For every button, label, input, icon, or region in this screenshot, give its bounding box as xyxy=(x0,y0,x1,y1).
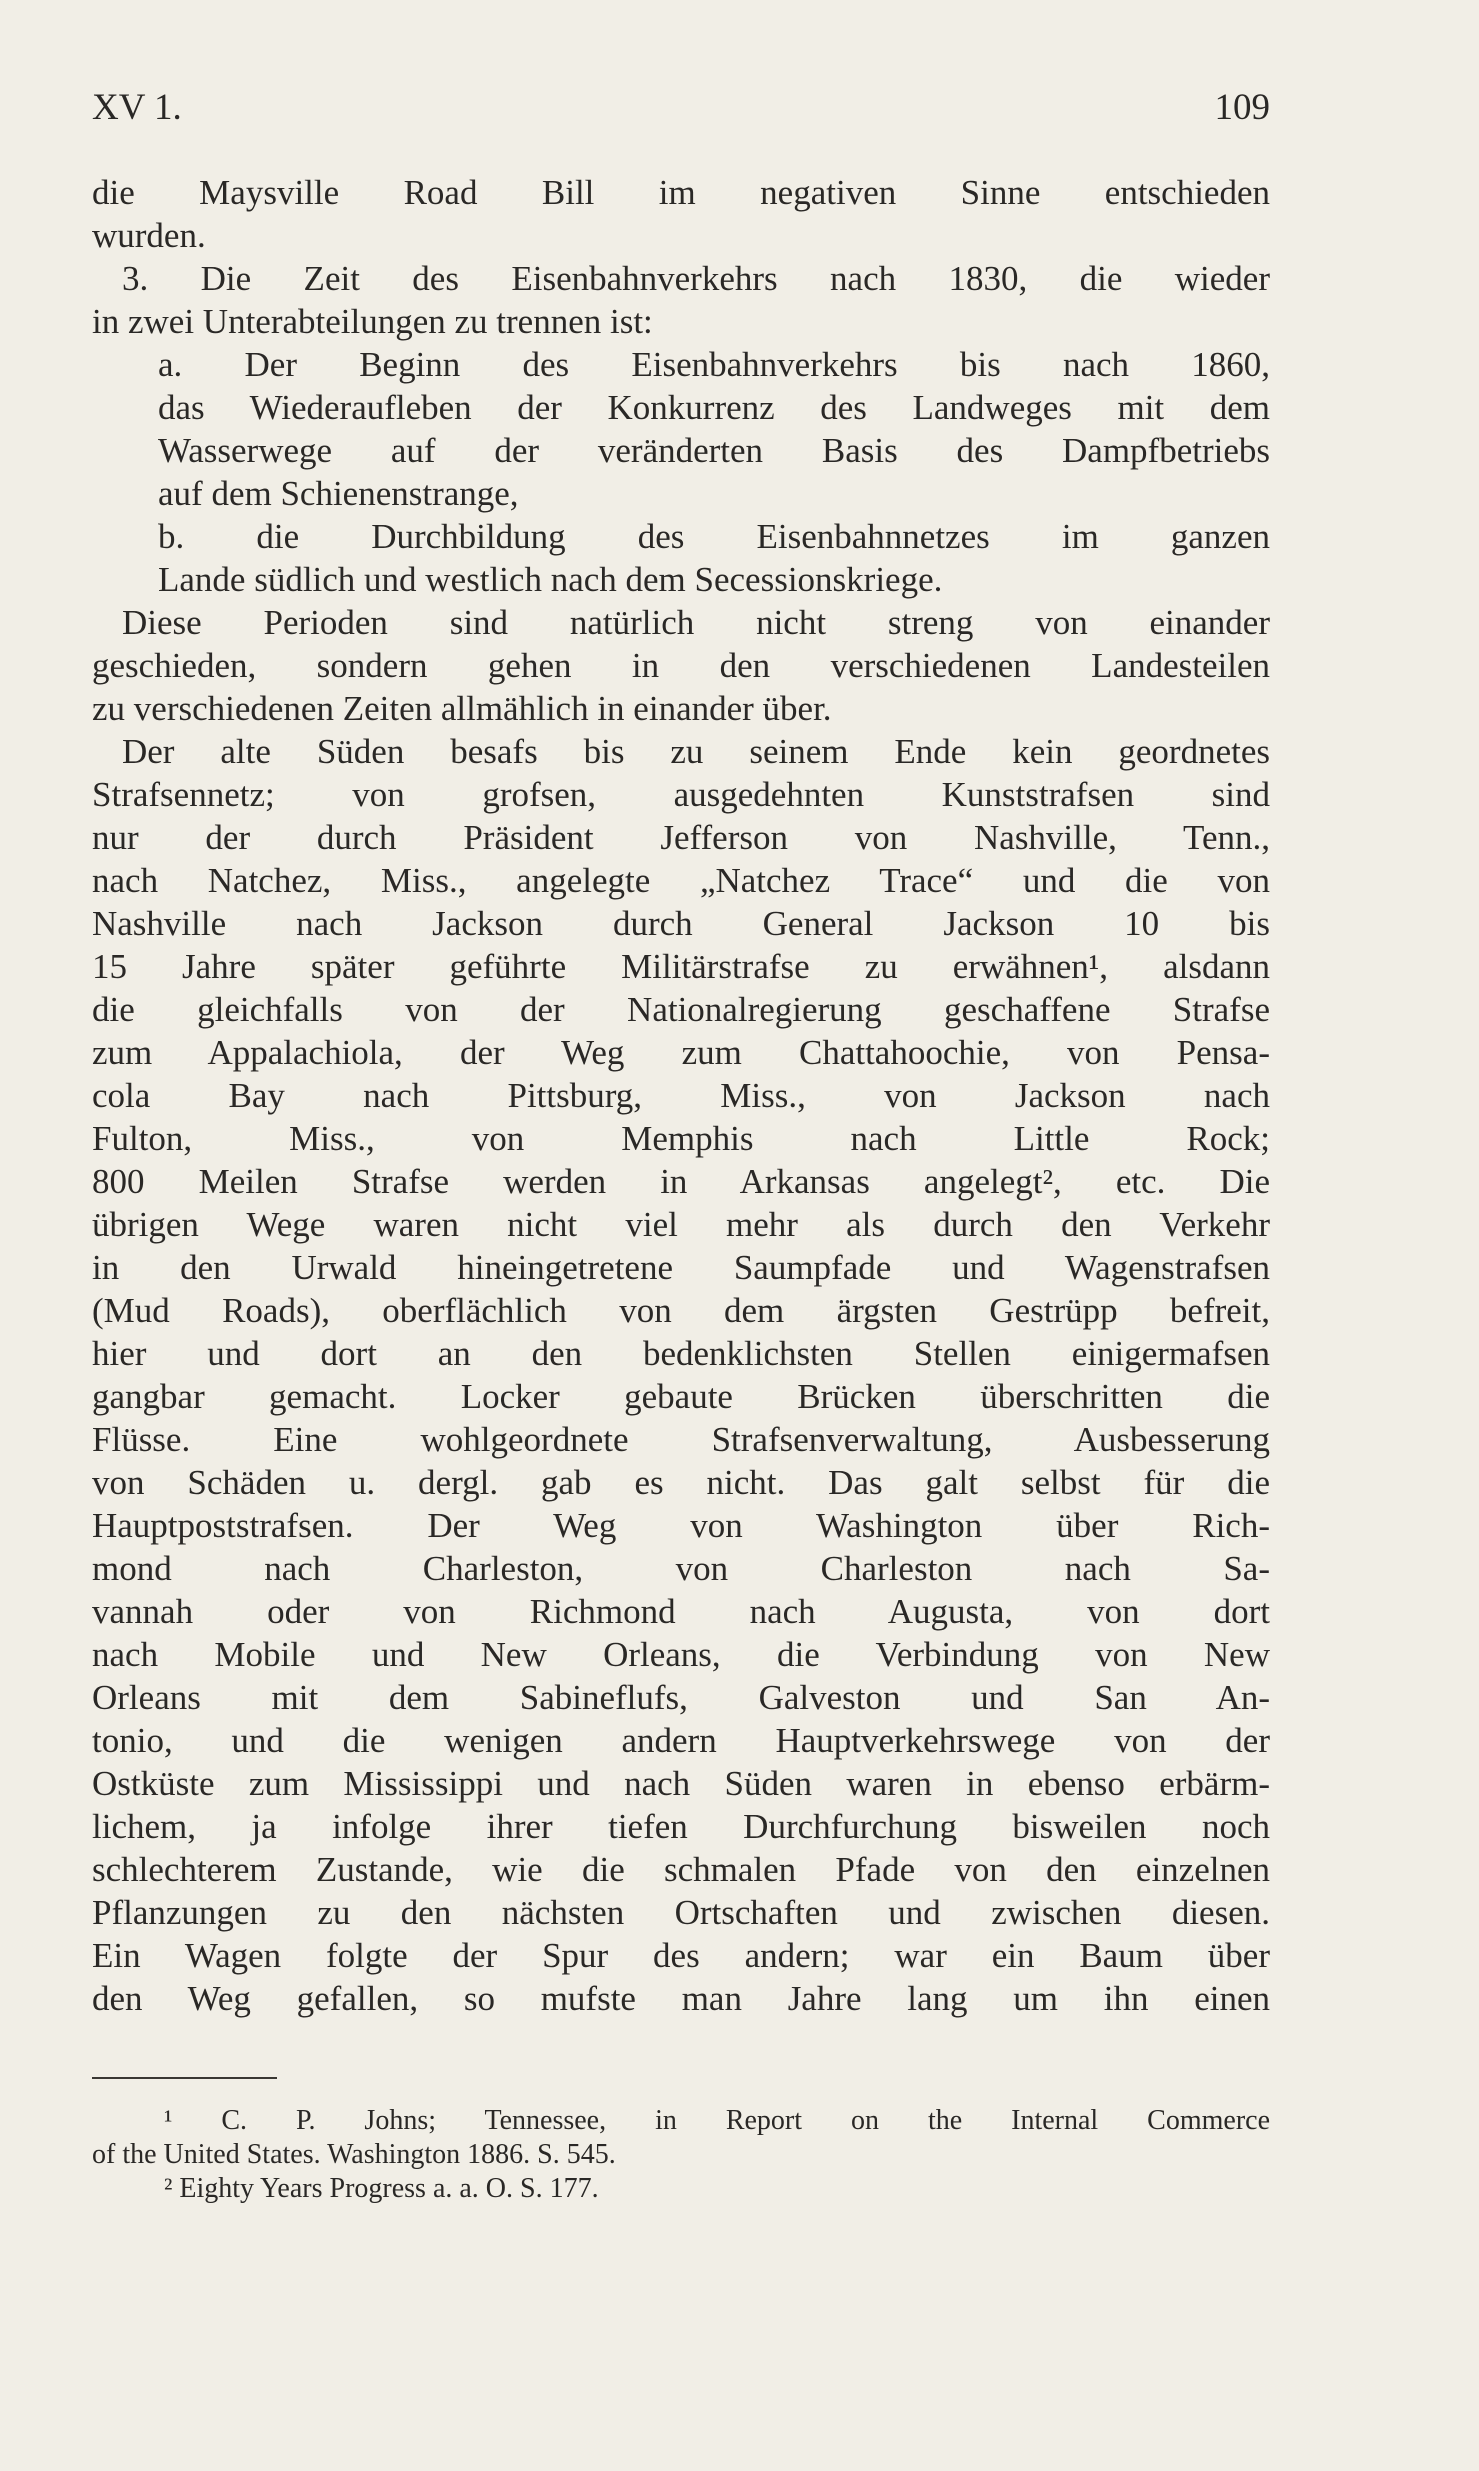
text-line: Der alte Süden besafs bis zu seinem Ende kein geordnetes xyxy=(122,732,1270,771)
text-line: auf dem Schienenstrange, xyxy=(158,474,519,513)
text-line: Orleans mit dem Sabineflufs, Galveston und San An- xyxy=(92,1678,1270,1717)
text-line: a. Der Beginn des Eisenbahnverkehrs bis nach 1860, xyxy=(158,345,1270,384)
text-line: 3. Die Zeit des Eisenbahnverkehrs nach 1830, die wieder xyxy=(122,259,1270,298)
text-line: Nashville nach Jackson durch General Jackson 10 bis xyxy=(92,904,1270,943)
text-line: übrigen Wege waren nicht viel mehr als durch den Verkehr xyxy=(92,1205,1270,1244)
text-line: (Mud Roads), oberflächlich von dem ärgsten Gestrüpp befreit, xyxy=(92,1291,1270,1330)
text-line: b. die Durchbildung des Eisenbahnnetzes im ganzen xyxy=(158,517,1270,556)
text-line: tonio, und die wenigen andern Hauptverkehrswege von der xyxy=(92,1721,1270,1760)
running-header xyxy=(92,86,1270,132)
text-line: Strafsennetz; von grofsen, ausgedehnten Kunststrafsen sind xyxy=(92,775,1270,814)
text-line: Lande südlich und westlich nach dem Secessionskriege. xyxy=(158,560,943,599)
text-line: mond nach Charleston, von Charleston nach Sa- xyxy=(92,1549,1270,1588)
text-line: den Weg gefallen, so mufste man Jahre lang um ihn einen xyxy=(92,1979,1270,2018)
footnote-line: ² Eighty Years Progress a. a. O. S. 177. xyxy=(164,2173,599,2204)
text-line: Diese Perioden sind natürlich nicht streng von einander xyxy=(122,603,1270,642)
text-line: Fulton, Miss., von Memphis nach Little Rock; xyxy=(92,1119,1270,1158)
text-line: wurden. xyxy=(92,216,206,255)
text-line: Pflanzungen zu den nächsten Ortschaften und zwischen diesen. xyxy=(92,1893,1270,1932)
text-line: das Wiederaufleben der Konkurrenz des Landweges mit dem xyxy=(158,388,1270,427)
footnote-divider xyxy=(92,2077,277,2079)
text-line: lichem, ja infolge ihrer tiefen Durchfurchung bisweilen noch xyxy=(92,1807,1270,1846)
text-line: die Maysville Road Bill im negativen Sinne entschieden xyxy=(92,173,1270,212)
text-line: cola Bay nach Pittsburg, Miss., von Jackson nach xyxy=(92,1076,1270,1115)
text-line: von Schäden u. dergl. gab es nicht. Das galt selbst für die xyxy=(92,1463,1270,1502)
text-line: 800 Meilen Strafse werden in Arkansas angelegt², etc. Die xyxy=(92,1162,1270,1201)
text-line: 15 Jahre später geführte Militärstrafse zu erwähnen¹, alsdann xyxy=(92,947,1270,986)
text-line: Ein Wagen folgte der Spur des andern; war ein Baum über xyxy=(92,1936,1270,1975)
text-line: vannah oder von Richmond nach Augusta, von dort xyxy=(92,1592,1270,1631)
text-line: Ostküste zum Mississippi und nach Süden waren in ebenso erbärm- xyxy=(92,1764,1270,1803)
text-line: nur der durch Präsident Jefferson von Nashville, Tenn., xyxy=(92,818,1270,857)
text-line: Hauptpoststrafsen. Der Weg von Washington über Rich- xyxy=(92,1506,1270,1545)
text-line: nach Natchez, Miss., angelegte „Natchez Trace“ und die von xyxy=(92,861,1270,900)
text-line: geschieden, sondern gehen in den verschiedenen Landesteilen xyxy=(92,646,1270,685)
text-line: in zwei Unterabteilungen zu trennen ist: xyxy=(92,302,653,341)
chapter-marker: XV 1. xyxy=(92,87,182,128)
footnotes xyxy=(92,2104,1270,2206)
text-line: die gleichfalls von der Nationalregierung geschaffene Strafse xyxy=(92,990,1270,1029)
text-line: schlechterem Zustande, wie die schmalen Pfade von den einzelnen xyxy=(92,1850,1270,1889)
text-line: Wasserwege auf der veränderten Basis des Dampfbetriebs xyxy=(158,431,1270,470)
text-line: Flüsse. Eine wohlgeordnete Strafsenverwaltung, Ausbesserung xyxy=(92,1420,1270,1459)
text-line: in den Urwald hineingetretene Saumpfade und Wagenstrafsen xyxy=(92,1248,1270,1287)
page-number: 109 xyxy=(1214,87,1270,128)
text-line: gangbar gemacht. Locker gebaute Brücken überschritten die xyxy=(92,1377,1270,1416)
text-line: hier und dort an den bedenklichsten Stellen einigermafsen xyxy=(92,1334,1270,1373)
text-line: zum Appalachiola, der Weg zum Chattahoochie, von Pensa- xyxy=(92,1033,1270,1072)
footnote-line: ¹ C. P. Johns; Tennessee, in Report on the Internal Commerce xyxy=(164,2105,1270,2136)
footnote-line: of the United States. Washington 1886. S. 545. xyxy=(92,2139,616,2170)
text-line: nach Mobile und New Orleans, die Verbindung von New xyxy=(92,1635,1270,1674)
body-text xyxy=(92,171,1270,2020)
text-line: zu verschiedenen Zeiten allmählich in einander über. xyxy=(92,689,832,728)
